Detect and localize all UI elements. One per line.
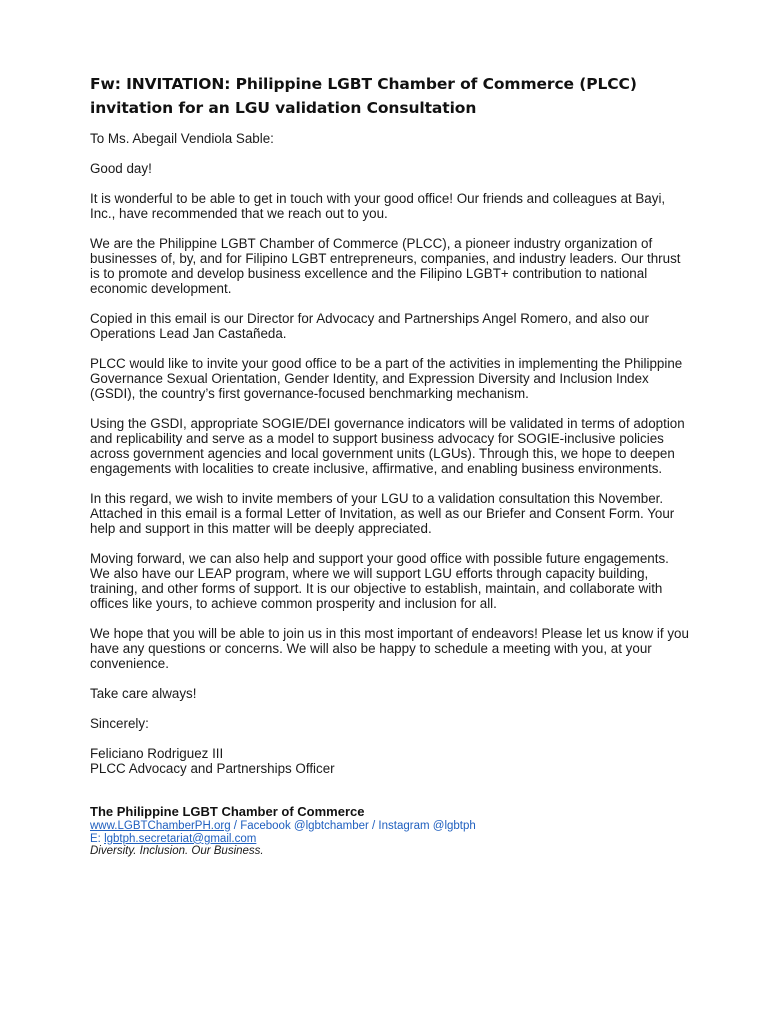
organization-tagline: Diversity. Inclusion. Our Business. (90, 845, 264, 857)
greeting: Good day! (90, 161, 152, 176)
salutation: To Ms. Abegail Vendiola Sable: (90, 131, 274, 146)
closing-note: Take care always! (90, 686, 197, 701)
valediction: Sincerely: (90, 716, 149, 731)
paragraph-about: We are the Philippine LGBT Chamber of Commerce (PLCC), a pioneer industry organization of businesses of, by, and for Filipino LGBT entrepreneurs, companies, and industry leaders. Our thrust is to promote and develop business excellence and the Filipino LGBT+ contribution to national economic development. (90, 236, 681, 296)
paragraph-copied: Copied in this email is our Director for Advocacy and Partnerships Angel Romero, and also our Operations Lead Jan Castañeda. (90, 311, 649, 341)
organization-footer (90, 804, 690, 858)
paragraph-intro: It is wonderful to be able to get in touch with your good office! Our friends and colleagues at Bayi, Inc., have recommended that we reach out to you. (90, 191, 666, 221)
paragraph-invite: PLCC would like to invite your good office to be a part of the activities in implementing the Philippine Governance Sexual Orientation, Gender Identity, and Expression Diversity and Inclusion Index (GSDI), the country’s first governance-focused benchmarking mechanism. (90, 356, 683, 401)
signer-name: Feliciano Rodriguez III (90, 746, 224, 761)
signature-block (90, 746, 690, 776)
email-document (90, 72, 690, 858)
organization-name: The Philippine LGBT Chamber of Commerce (90, 804, 365, 819)
paragraph-hope: We hope that you will be able to join us in this most important of endeavors! Please let us know if you have any questions or concerns. We will also be happy to schedule a meeting with you, at your convenience. (90, 626, 689, 671)
subject-line-2: invitation for an LGU validation Consultation (90, 99, 477, 117)
organization-links-line (90, 820, 690, 833)
paragraph-consultation: In this regard, we wish to invite members of your LGU to a validation consultation this November. Attached in this email is a formal Letter of Invitation, as well as our Briefer and Consent Form. Your help and support in this matter will be deeply appreciated. (90, 491, 675, 536)
email-prefix: E: (90, 832, 105, 845)
website-link[interactable]: www.LGBTChamberPH.org (90, 820, 231, 832)
email-link[interactable]: lgbtph.secretariat@gmail.com (104, 832, 257, 845)
signer-title: PLCC Advocacy and Partnerships Officer (90, 761, 335, 776)
email-subject (90, 72, 690, 120)
paragraph-gsdi: Using the GSDI, appropriate SOGIE/DEI governance indicators will be validated in terms of adoption and replicability and serve as a model to support business advocacy for SOGIE-inclusive policies across government agencies and local government units (LGUs). Through this, we hope to deepen engagements with localities to create inclusive, affirmative, and enabling business environments. (90, 416, 685, 476)
paragraph-future: Moving forward, we can also help and support your good office with possible future engagements. We also have our LEAP program, where we will support LGU efforts through capacity building, training, and other forms of support. It is our objective to establish, maintain, and collaborate with offices like yours, to achieve common prosperity and inclusion for all. (90, 551, 669, 611)
social-handles: / Facebook @lgbtchamber / Instagram @lgbtph (230, 820, 476, 832)
organization-email-line (90, 833, 690, 846)
email-body (90, 131, 690, 776)
subject-line-1: Fw: INVITATION: Philippine LGBT Chamber of Commerce (PLCC) (90, 75, 637, 93)
